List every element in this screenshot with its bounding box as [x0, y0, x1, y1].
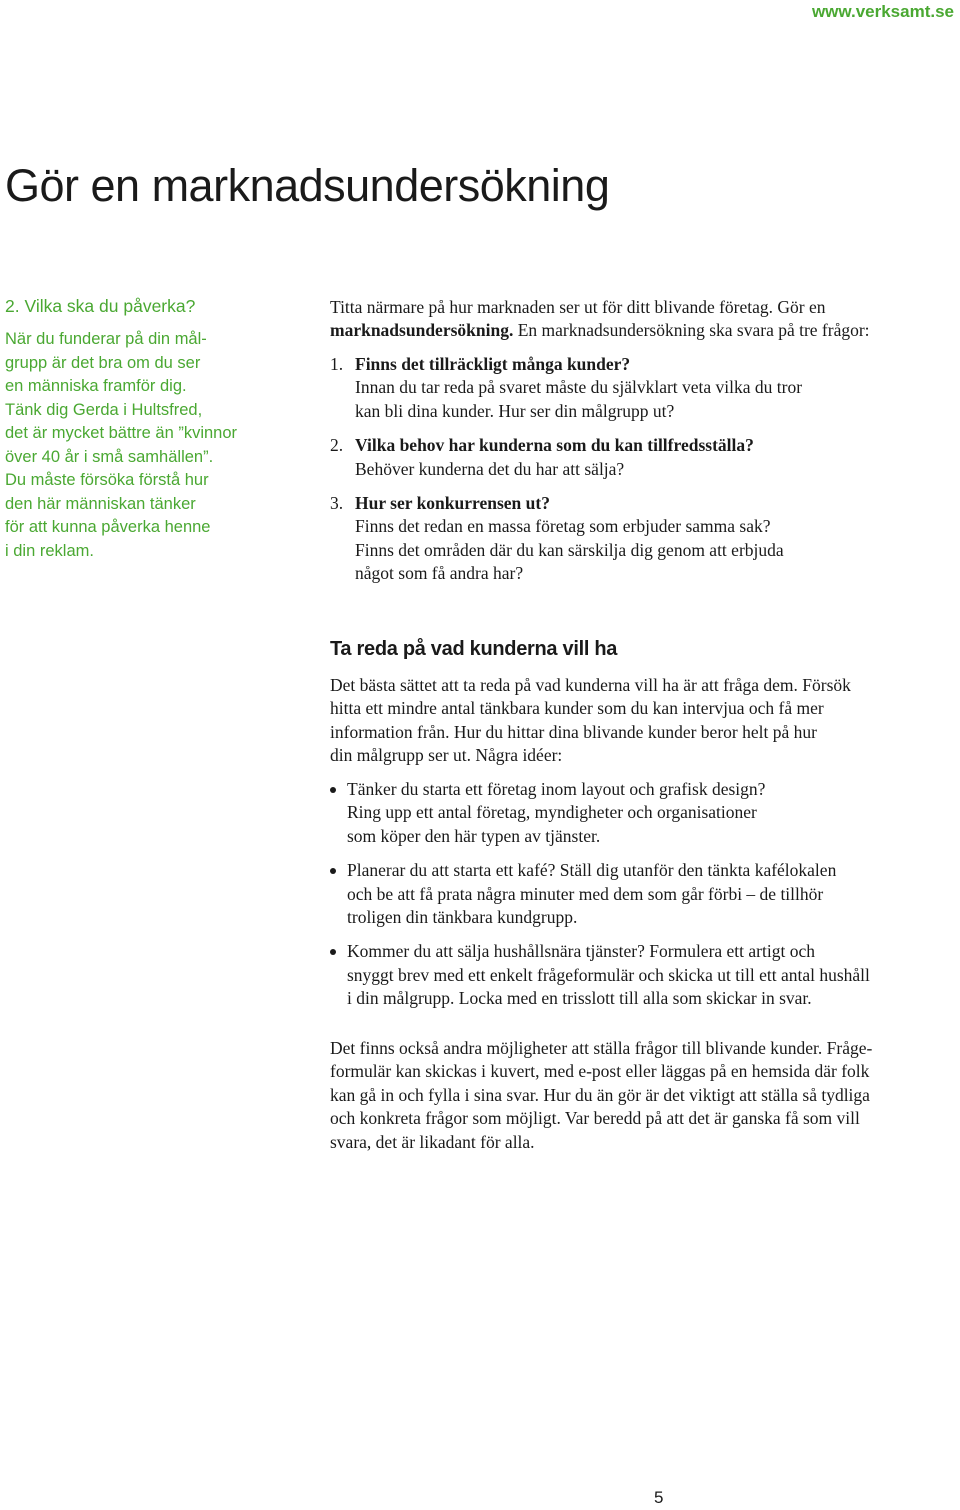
bullet-item — [330, 940, 955, 1010]
page-title: Gör en marknadsundersökning — [5, 160, 610, 211]
sidebar-text-line: i din reklam. — [5, 541, 94, 560]
bullet-line: snyggt brev med ett enkelt frågeformulär och skicka ut till ett antal hushåll — [347, 964, 870, 985]
paragraph-line: formulär kan skickas i kuvert, med e-post eller läggas på en hemsida där folk — [330, 1061, 870, 1082]
question-title: Finns det tillräckligt många kunder? — [355, 354, 631, 374]
bullet-line: Kommer du att sälja hushållsnära tjänster? Formulera ett artigt och — [347, 941, 815, 962]
paragraph-line: och konkreta frågor som möjligt. Var beredd på att det är ganska få som vill — [330, 1108, 860, 1129]
intro-line-rest: En marknadsundersökning ska svara på tre frågor: — [513, 320, 870, 341]
sidebar-text-line: över 40 år i små samhällen”. — [5, 447, 214, 466]
intro-line — [330, 319, 955, 342]
question-text-line: Finns det redan en massa företag som erbjuder samma sak? — [355, 516, 771, 537]
bullet-line: Planerar du att starta ett kafé? Ställ dig utanför den tänkta kafélokalen — [347, 860, 837, 881]
sidebar-text-line: en människa framför dig. — [5, 377, 187, 395]
question-text-line: Behöver kunderna det du har att sälja? — [355, 458, 625, 479]
question-text-line: Innan du tar reda på svaret måste du självklart veta vilka du tror — [355, 377, 803, 398]
paragraph-line: information från. Hur du hittar dina blivande kunder beror helt på hur — [330, 721, 817, 742]
sidebar-heading: 2. Vilka ska du påverka? — [5, 296, 196, 316]
intro-bold-term: marknadsundersökning. — [330, 320, 514, 341]
sidebar-callout — [5, 293, 265, 563]
sidebar-text-line: den här människan tänker — [5, 494, 196, 513]
bullet-line: Ring upp ett antal företag, myndigheter och organisationer — [347, 802, 757, 823]
paragraph-line: kan gå in och fylla i sina svar. Hur du än gör är det viktigt att ställa så tydliga — [330, 1084, 870, 1105]
sidebar-text-line: När du funderar på din mål- — [5, 330, 207, 348]
question-item — [330, 434, 955, 481]
question-number: 2. — [330, 435, 344, 456]
question-number: 3. — [330, 493, 344, 514]
intro-line: Titta närmare på hur marknaden ser ut för ditt blivande företag. Gör en — [330, 297, 826, 317]
paragraph-line: Det finns också andra möjligheter att ställa frågor till blivande kunder. Fråge- — [330, 1038, 873, 1058]
sidebar-text-line: Tänk dig Gerda i Hultsfred, — [5, 400, 203, 419]
paragraph-line: svara, det är likadant för alla. — [330, 1131, 535, 1152]
bullet-dot-icon — [330, 949, 336, 955]
intro-paragraph — [330, 296, 955, 343]
question-number: 1. — [330, 354, 344, 374]
question-item — [330, 492, 955, 586]
page-number: 5 — [654, 1488, 664, 1507]
bullet-dot-icon — [330, 787, 336, 793]
bullet-line: troligen din tänkbara kundgrupp. — [347, 907, 578, 928]
ideas-bullet-list — [330, 778, 955, 1022]
bullet-line: och be att få prata några minuter med dem som går förbi – de tillhör — [347, 883, 824, 904]
bullet-item — [330, 778, 955, 848]
bullet-dot-icon — [330, 868, 336, 874]
bullet-line: Tänker du starta ett företag inom layout och grafisk design? — [347, 779, 766, 799]
sidebar-text-line: grupp är det bra om du ser — [5, 353, 201, 372]
site-url-link[interactable]: www.verksamt.se — [811, 2, 954, 21]
sidebar-text-line: för att kunna påverka henne — [5, 518, 211, 536]
bullet-line: som köper den här typen av tjänster. — [347, 825, 601, 846]
section-paragraph — [330, 674, 955, 768]
paragraph-line: din målgrupp ser ut. Några idéer: — [330, 745, 563, 766]
question-text-line: kan bli dina kunder. Hur ser din målgrupp ut? — [355, 400, 675, 421]
closing-paragraph — [330, 1037, 955, 1154]
section-heading: Ta reda på vad kunderna vill ha — [330, 638, 618, 660]
bullet-line: i din målgrupp. Locka med en trisslott till alla som skickar in svar. — [347, 988, 812, 1009]
question-text-line: något som få andra har? — [355, 563, 524, 584]
sidebar-text-line: Du måste försöka förstå hur — [5, 471, 209, 489]
question-list — [330, 353, 955, 597]
bullet-item — [330, 859, 955, 929]
paragraph-line: hitta ett mindre antal tänkbara kunder som du kan intervjua och få mer — [330, 698, 824, 719]
question-item — [330, 353, 955, 423]
sidebar-text-line: det är mycket bättre än ”kvinnor — [5, 424, 238, 442]
paragraph-line: Det bästa sättet att ta reda på vad kunderna vill ha är att fråga dem. Försök — [330, 675, 851, 695]
question-title: Vilka behov har kunderna som du kan tillfredsställa? — [355, 435, 754, 456]
question-text-line: Finns det områden där du kan särskilja dig genom att erbjuda — [355, 539, 784, 560]
question-title: Hur ser konkurrensen ut? — [355, 493, 550, 514]
